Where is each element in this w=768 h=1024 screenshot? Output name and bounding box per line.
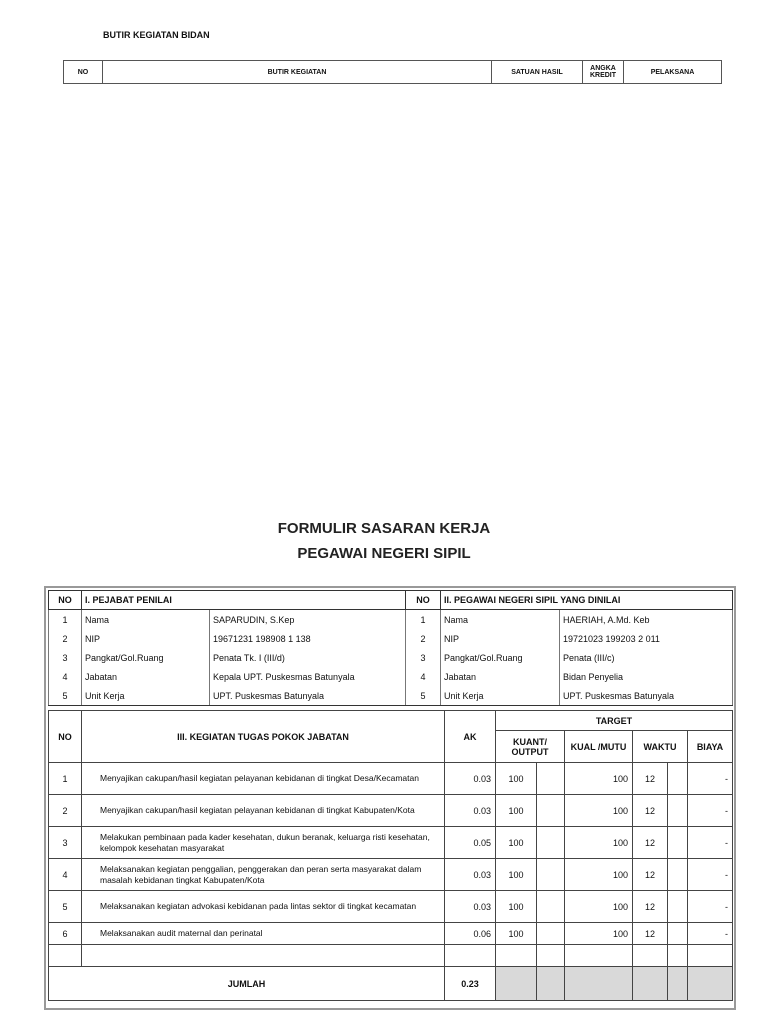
penilai-value: Penata Tk. I (III/d) bbox=[210, 648, 406, 667]
dinilai-value: HAERIAH, A.Md. Keb bbox=[560, 610, 733, 630]
dinilai-label: Jabatan bbox=[441, 667, 560, 686]
header-angka-kredit: ANGKA KREDIT bbox=[583, 61, 624, 84]
dinilai-no: 5 bbox=[406, 686, 441, 706]
task-kual: 100 bbox=[565, 827, 633, 859]
task-kual: 100 bbox=[565, 859, 633, 891]
task-kuant: 100 bbox=[496, 827, 537, 859]
task-kuant: 100 bbox=[496, 795, 537, 827]
penilai-value: Kepala UPT. Puskesmas Batunyala bbox=[210, 667, 406, 686]
task-no: 6 bbox=[49, 923, 82, 945]
task-waktu: 12 bbox=[633, 859, 668, 891]
task-table bbox=[48, 710, 733, 1001]
task-ak-header: AK bbox=[445, 711, 496, 763]
task-kual: 100 bbox=[565, 763, 633, 795]
dinilai-label: Pangkat/Gol.Ruang bbox=[441, 648, 560, 667]
penilai-label: Pangkat/Gol.Ruang bbox=[82, 648, 210, 667]
task-ak: 0.03 bbox=[445, 859, 496, 891]
task-no: 4 bbox=[49, 859, 82, 891]
header-butir-kegiatan: BUTIR KEGIATAN bbox=[103, 61, 492, 84]
task-biaya: - bbox=[688, 923, 733, 945]
penilai-value: UPT. Puskesmas Batunyala bbox=[210, 686, 406, 706]
task-desc: Melakukan pembinaan pada kader kesehatan, dukun beranak, keluarga risti kesehatan, kelompok kesehatan masyarakat bbox=[82, 827, 445, 859]
dinilai-no: 2 bbox=[406, 629, 441, 648]
sec2-no-header: NO bbox=[406, 591, 441, 610]
task-desc: Menyajikan cakupan/hasil kegiatan pelayanan kebidanan di tingkat Desa/Kecamatan bbox=[82, 763, 445, 795]
task-ak: 0.03 bbox=[445, 763, 496, 795]
dinilai-no: 3 bbox=[406, 648, 441, 667]
task-no: 3 bbox=[49, 827, 82, 859]
form-title: FORMULIR SASARAN KERJA bbox=[277, 520, 491, 537]
task-biaya: - bbox=[688, 859, 733, 891]
task-ak: 0.06 bbox=[445, 923, 496, 945]
penilai-label: NIP bbox=[82, 629, 210, 648]
task-row bbox=[49, 891, 733, 923]
task-desc: Melaksanakan audit maternal dan perinatal bbox=[82, 923, 445, 945]
dinilai-value: Bidan Penyelia bbox=[560, 667, 733, 686]
task-kual: 100 bbox=[565, 891, 633, 923]
penilai-no: 2 bbox=[49, 629, 82, 648]
task-biaya: - bbox=[688, 891, 733, 923]
task-kual: 100 bbox=[565, 795, 633, 827]
header-no: NO bbox=[64, 61, 103, 84]
task-biaya: - bbox=[688, 827, 733, 859]
penilai-no: 5 bbox=[49, 686, 82, 706]
task-ak: 0.03 bbox=[445, 795, 496, 827]
task-waktu: 12 bbox=[633, 763, 668, 795]
task-ak: 0.03 bbox=[445, 891, 496, 923]
task-desc: Melaksanakan kegiatan advokasi kebidanan pada lintas sektor di tingkat kecamatan bbox=[82, 891, 445, 923]
task-kuant: 100 bbox=[496, 859, 537, 891]
task-waktu: 12 bbox=[633, 795, 668, 827]
task-row bbox=[49, 763, 733, 795]
penilai-no: 1 bbox=[49, 610, 82, 630]
task-row bbox=[49, 795, 733, 827]
task-no: 1 bbox=[49, 763, 82, 795]
task-waktu: 12 bbox=[633, 923, 668, 945]
task-kual: 100 bbox=[565, 923, 633, 945]
task-kuant: 100 bbox=[496, 891, 537, 923]
dinilai-value: Penata (III/c) bbox=[560, 648, 733, 667]
penilai-value: SAPARUDIN, S.Kep bbox=[210, 610, 406, 630]
jumlah-label: JUMLAH bbox=[49, 967, 445, 1001]
butir-kegiatan-header bbox=[63, 60, 722, 84]
header-satuan-hasil: SATUAN HASIL bbox=[492, 61, 583, 84]
sec1-title: I. PEJABAT PENILAI bbox=[82, 591, 406, 610]
identity-table bbox=[48, 590, 733, 706]
penilai-label: Nama bbox=[82, 610, 210, 630]
dinilai-label: Unit Kerja bbox=[441, 686, 560, 706]
task-desc: Melaksanakan kegiatan penggalian, penggerakan dan peran serta masyarakat dalam masalah kebidanan tingkat Kabupaten/Kota bbox=[82, 859, 445, 891]
penilai-no: 4 bbox=[49, 667, 82, 686]
dinilai-no: 1 bbox=[406, 610, 441, 630]
header-pelaksana: PELAKSANA bbox=[624, 61, 722, 84]
task-kuant-header: KUANT/ OUTPUT bbox=[496, 731, 565, 763]
task-no: 5 bbox=[49, 891, 82, 923]
task-row bbox=[49, 827, 733, 859]
empty-row bbox=[49, 945, 733, 967]
jumlah-row bbox=[49, 967, 733, 1001]
task-no: 2 bbox=[49, 795, 82, 827]
task-biaya: - bbox=[688, 763, 733, 795]
task-row bbox=[49, 859, 733, 891]
dinilai-value: 19721023 199203 2 011 bbox=[560, 629, 733, 648]
dinilai-no: 4 bbox=[406, 667, 441, 686]
dinilai-value: UPT. Puskesmas Batunyala bbox=[560, 686, 733, 706]
task-kuant: 100 bbox=[496, 923, 537, 945]
task-waktu-header: WAKTU bbox=[633, 731, 688, 763]
task-row bbox=[49, 923, 733, 945]
task-desc: Menyajikan cakupan/hasil kegiatan pelayanan kebidanan di tingkat Kabupaten/Kota bbox=[82, 795, 445, 827]
task-target-header: TARGET bbox=[496, 711, 733, 731]
penilai-no: 3 bbox=[49, 648, 82, 667]
dinilai-label: Nama bbox=[441, 610, 560, 630]
task-biaya-header: BIAYA bbox=[688, 731, 733, 763]
page-heading: BUTIR KEGIATAN BIDAN bbox=[103, 30, 210, 40]
sec1-no-header: NO bbox=[49, 591, 82, 610]
penilai-value: 19671231 198908 1 138 bbox=[210, 629, 406, 648]
dinilai-label: NIP bbox=[441, 629, 560, 648]
jumlah-value: 0.23 bbox=[445, 967, 496, 1001]
task-waktu: 12 bbox=[633, 891, 668, 923]
task-kegiatan-header: III. KEGIATAN TUGAS POKOK JABATAN bbox=[82, 711, 445, 763]
penilai-label: Jabatan bbox=[82, 667, 210, 686]
task-kuant: 100 bbox=[496, 763, 537, 795]
task-ak: 0.05 bbox=[445, 827, 496, 859]
task-kual-header: KUAL /MUTU bbox=[565, 731, 633, 763]
task-no-header: NO bbox=[49, 711, 82, 763]
penilai-label: Unit Kerja bbox=[82, 686, 210, 706]
task-biaya: - bbox=[688, 795, 733, 827]
task-waktu: 12 bbox=[633, 827, 668, 859]
form-subtitle: PEGAWAI NEGERI SIPIL bbox=[297, 545, 471, 562]
sec2-title: II. PEGAWAI NEGERI SIPIL YANG DINILAI bbox=[441, 591, 733, 610]
